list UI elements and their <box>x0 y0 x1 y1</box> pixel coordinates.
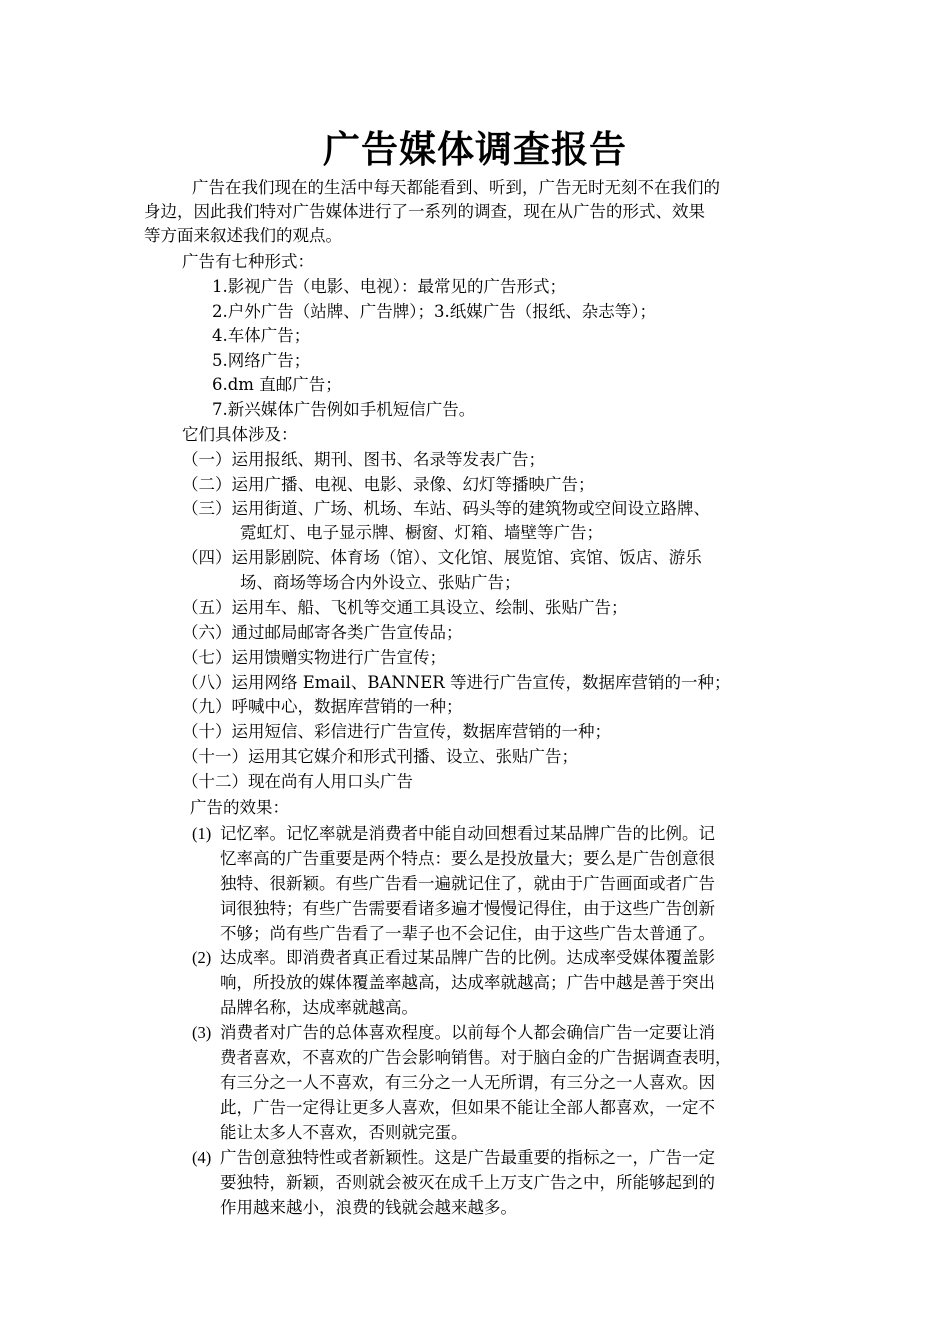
involve-item: （四）运用影剧院、体育场（馆）、文化馆、展览馆、宾馆、饭店、游乐 <box>182 548 702 567</box>
effect-line: 词很独特；有些广告需要看诸多遍才慢慢记得住，由于这些广告创新 <box>220 899 715 918</box>
forms-item: 4.车体广告； <box>212 326 311 345</box>
forms-item: 2.户外广告（站牌、广告牌）；3.纸媒广告（报纸、杂志等）； <box>212 302 656 321</box>
involve-item: （九）呼喊中心，数据库营销的一种； <box>182 697 463 716</box>
effect-line: 独特、很新颖。有些广告看一遍就记住了，就由于广告画面或者广告 <box>220 874 715 893</box>
effect-line: 忆率高的广告重要是两个特点：要么是投放量大；要么是广告创意很 <box>220 849 715 868</box>
forms-item: 1.影视广告（电影、电视）：最常见的广告形式； <box>212 277 566 296</box>
effect-line: 消费者对广告的总体喜欢程度。以前每个人都会确信广告一定要让消 <box>220 1023 715 1042</box>
involve-item-continuation: 场、商场等场合内外设立、张贴广告； <box>240 573 521 592</box>
effect-line: 作用越来越小，浪费的钱就会越来越多。 <box>220 1198 517 1217</box>
involve-item: （六）通过邮局邮寄各类广告宣传品； <box>182 623 463 642</box>
effect-line: 记忆率。记忆率就是消费者中能自动回想看过某品牌广告的比例。记 <box>220 824 715 843</box>
forms-heading: 广告有七种形式： <box>182 252 314 271</box>
involve-item: （十二）现在尚有人用口头广告 <box>182 772 413 791</box>
effect-line: 响，所投放的媒体覆盖率越高，达成率就越高；广告中越是善于突出 <box>220 973 715 992</box>
effect-line: 品牌名称，达成率就越高。 <box>220 998 418 1017</box>
effect-line: 广告创意独特性或者新颖性。这是广告最重要的指标之一，广告一定 <box>220 1148 715 1167</box>
intro-line: 身边，因此我们特对广告媒体进行了一系列的调查，现在从广告的形式、效果 <box>144 202 705 221</box>
effect-number: (3) <box>192 1023 212 1042</box>
effect-number: (2) <box>192 948 212 967</box>
effect-line: 能让太多人不喜欢，否则就完蛋。 <box>220 1123 468 1142</box>
effect-line: 费者喜欢，不喜欢的广告会影响销售。对于脑白金的广告据调查表明， <box>220 1048 732 1067</box>
effect-line: 此，广告一定得让更多人喜欢，但如果不能让全部人都喜欢，一定不 <box>220 1098 715 1117</box>
forms-item: 7.新兴媒体广告例如手机短信广告。 <box>212 400 476 419</box>
effect-line: 要独特，新颖，否则就会被灭在成千上万支广告之中，所能够起到的 <box>220 1173 715 1192</box>
effect-line: 不够；尚有些广告看了一辈子也不会记住，由于这些广告太普通了。 <box>220 924 715 943</box>
involve-item-continuation: 霓虹灯、电子显示牌、橱窗、灯箱、墙壁等广告； <box>240 523 603 542</box>
intro-line: 等方面来叙述我们的观点。 <box>144 226 342 245</box>
involve-heading: 它们具体涉及： <box>182 425 298 444</box>
effect-line: 有三分之一人不喜欢，有三分之一人无所谓，有三分之一人喜欢。因 <box>220 1073 715 1092</box>
forms-item: 5.网络广告； <box>212 351 311 370</box>
effect-line: 达成率。即消费者真正看过某品牌广告的比例。达成率受媒体覆盖影 <box>220 948 715 967</box>
effects-heading: 广告的效果： <box>190 798 289 817</box>
involve-item: （五）运用车、船、飞机等交通工具设立、绘制、张贴广告； <box>182 598 628 617</box>
forms-item: 6.dm 直邮广告； <box>212 375 342 394</box>
effect-number: (4) <box>192 1148 212 1167</box>
document-title: 广告媒体调查报告 <box>323 127 627 171</box>
involve-item: （十）运用短信、彩信进行广告宣传，数据库营销的一种； <box>182 722 611 741</box>
involve-item: （十一）运用其它媒介和形式刊播、设立、张贴广告； <box>182 747 578 766</box>
involve-item: （一）运用报纸、期刊、图书、名录等发表广告； <box>182 450 545 469</box>
involve-item: （八）运用网络 Email、BANNER 等进行广告宣传，数据库营销的一种； <box>182 673 731 692</box>
involve-item: （三）运用街道、广场、机场、车站、码头等的建筑物或空间设立路牌、 <box>182 499 710 518</box>
involve-item: （二）运用广播、电视、电影、录像、幻灯等播映广告； <box>182 475 595 494</box>
effect-number: (1) <box>192 824 212 843</box>
involve-item: （七）运用馈赠实物进行广告宣传； <box>182 648 446 667</box>
intro-line: 广告在我们现在的生活中每天都能看到、听到，广告无时无刻不在我们的 <box>192 178 720 197</box>
